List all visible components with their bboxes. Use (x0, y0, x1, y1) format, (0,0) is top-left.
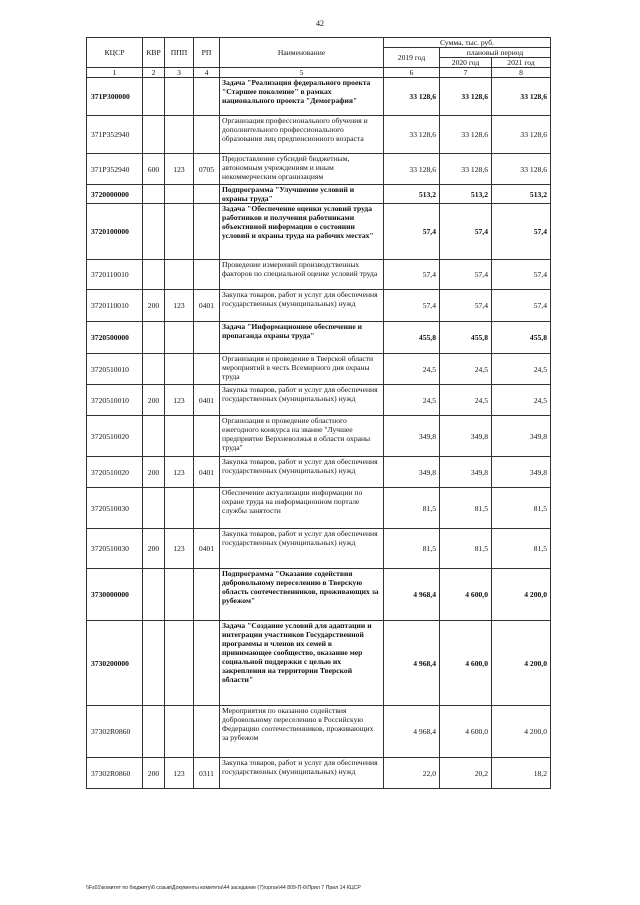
row-sum-2020: 20,2 (440, 758, 492, 789)
row-name: Организация и проведение в Тверской области мероприятий в честь Всемирного дня охраны труда (220, 354, 384, 385)
row-kcsr: 371P352940 (87, 116, 143, 154)
row-kvr (143, 569, 165, 621)
row-sum-2019: 4 968,4 (384, 569, 440, 621)
table-row (87, 529, 551, 569)
row-ppp: 123 (165, 457, 194, 488)
row-sum-2020: 4 600,0 (440, 706, 492, 758)
row-kvr: 200 (143, 457, 165, 488)
row-kcsr: 3720500000 (87, 322, 143, 354)
table-row (87, 185, 551, 204)
row-kvr (143, 322, 165, 354)
row-ppp: 123 (165, 385, 194, 416)
row-sum-2021: 57,4 (492, 290, 551, 322)
row-kvr: 200 (143, 529, 165, 569)
row-sum-2019: 349,8 (384, 457, 440, 488)
row-kvr (143, 706, 165, 758)
row-kvr (143, 204, 165, 260)
table-row (87, 758, 551, 789)
row-ppp (165, 78, 194, 116)
row-kcsr: 371P352940 (87, 154, 143, 185)
row-kvr (143, 416, 165, 457)
table-row (87, 78, 551, 116)
row-sum-2020: 33 128,6 (440, 154, 492, 185)
row-sum-2021: 4 200,0 (492, 621, 551, 706)
row-name: Задача "Обеспечение оценки условий труда работников и получения работниками объективной информации о состоянии условий и охраны труда на рабочих местах" (220, 204, 384, 260)
row-ppp (165, 204, 194, 260)
row-kcsr: 3720110010 (87, 260, 143, 290)
row-kcsr: 3720000000 (87, 185, 143, 204)
row-ppp (165, 621, 194, 706)
row-sum-2021: 24,5 (492, 354, 551, 385)
table-row (87, 457, 551, 488)
row-kvr (143, 78, 165, 116)
row-rp (194, 204, 220, 260)
row-name: Закупка товаров, работ и услуг для обеспечения государственных (муниципальных) нужд (220, 457, 384, 488)
row-sum-2020: 33 128,6 (440, 78, 492, 116)
row-sum-2020: 24,5 (440, 385, 492, 416)
row-sum-2019: 57,4 (384, 260, 440, 290)
row-sum-2021: 33 128,6 (492, 78, 551, 116)
row-kcsr: 37302R0860 (87, 758, 143, 789)
footer-file-path: \\Fs01\комитет по бюджету\6 созыв\Документы комитета\44 заседание (7)\орган\44 809-П-6\Прил 7 Прил 14 КЦСР (86, 885, 361, 891)
row-name: Закупка товаров, работ и услуг для обеспечения государственных (муниципальных) нужд (220, 529, 384, 569)
row-kvr: 200 (143, 385, 165, 416)
row-sum-2021: 4 200,0 (492, 706, 551, 758)
row-sum-2019: 24,5 (384, 354, 440, 385)
row-sum-2019: 33 128,6 (384, 116, 440, 154)
row-sum-2019: 57,4 (384, 204, 440, 260)
row-ppp (165, 569, 194, 621)
table-row (87, 706, 551, 758)
row-sum-2021: 57,4 (492, 260, 551, 290)
row-sum-2020: 349,8 (440, 457, 492, 488)
table-row (87, 204, 551, 260)
row-kvr (143, 488, 165, 529)
row-name: Закупка товаров, работ и услуг для обеспечения государственных (муниципальных) нужд (220, 290, 384, 322)
row-ppp (165, 116, 194, 154)
row-ppp: 123 (165, 154, 194, 185)
table-row (87, 322, 551, 354)
row-sum-2021: 57,4 (492, 204, 551, 260)
row-sum-2021: 4 200,0 (492, 569, 551, 621)
row-kvr: 600 (143, 154, 165, 185)
row-kcsr: 3720110010 (87, 290, 143, 322)
row-kcsr: 3730000000 (87, 569, 143, 621)
row-sum-2020: 57,4 (440, 290, 492, 322)
row-sum-2019: 57,4 (384, 290, 440, 322)
header-2021: 2021 год (492, 58, 551, 68)
page-number: 42 (316, 19, 324, 28)
row-name: Задача "Создание условий для адаптации и интеграции участников Государственной программы и членов их семей в принимающее сообщество, оказание мер социальной поддержки с целью их закрепления на территории Тверской области" (220, 621, 384, 706)
row-rp (194, 706, 220, 758)
table-row (87, 569, 551, 621)
table-row (87, 354, 551, 385)
row-sum-2019: 455,8 (384, 322, 440, 354)
header-rp: РП (194, 38, 220, 68)
column-number: 7 (440, 68, 492, 78)
row-kcsr: 3720510030 (87, 488, 143, 529)
row-ppp (165, 416, 194, 457)
column-number-row (87, 68, 551, 78)
column-number: 3 (165, 68, 194, 78)
row-rp (194, 621, 220, 706)
column-number: 6 (384, 68, 440, 78)
row-name: Закупка товаров, работ и услуг для обеспечения государственных (муниципальных) нужд (220, 385, 384, 416)
row-rp: 0311 (194, 758, 220, 789)
row-rp: 0705 (194, 154, 220, 185)
row-rp (194, 569, 220, 621)
row-kcsr: 3730200000 (87, 621, 143, 706)
row-rp (194, 78, 220, 116)
budget-table (86, 37, 551, 789)
row-rp: 0401 (194, 290, 220, 322)
row-sum-2021: 349,8 (492, 457, 551, 488)
row-sum-2020: 81,5 (440, 529, 492, 569)
row-sum-2019: 349,8 (384, 416, 440, 457)
row-sum-2021: 24,5 (492, 385, 551, 416)
row-rp (194, 185, 220, 204)
row-name: Мероприятия по оказанию содействия добровольному переселению в Российскую Федерацию соотечественников, проживающих за рубежом (220, 706, 384, 758)
row-sum-2019: 24,5 (384, 385, 440, 416)
row-kcsr: 3720510010 (87, 385, 143, 416)
row-sum-2021: 349,8 (492, 416, 551, 457)
row-sum-2019: 33 128,6 (384, 78, 440, 116)
row-sum-2020: 455,8 (440, 322, 492, 354)
row-name: Проведение измерений производственных факторов по специальной оценке условий труда (220, 260, 384, 290)
row-sum-2020: 57,4 (440, 260, 492, 290)
column-number: 2 (143, 68, 165, 78)
row-rp (194, 260, 220, 290)
row-sum-2020: 349,8 (440, 416, 492, 457)
row-kvr (143, 116, 165, 154)
row-name: Организация профессионального обучения и дополнительного профессионального образования лиц предпенсионного возраста (220, 116, 384, 154)
row-sum-2019: 513,2 (384, 185, 440, 204)
row-name: Организация и проведение областного ежегодного конкурса на звание "Лучшее предприятие Верхневолжья в области охраны труда" (220, 416, 384, 457)
header-ppp: ППП (165, 38, 194, 68)
row-kcsr: 371P300000 (87, 78, 143, 116)
table-row (87, 116, 551, 154)
row-name: Подпрограмма "Оказание содействия добровольному переселению в Тверскую область соотечественников, проживающих за рубежом" (220, 569, 384, 621)
table-row (87, 260, 551, 290)
row-sum-2021: 18,2 (492, 758, 551, 789)
row-sum-2021: 81,5 (492, 529, 551, 569)
row-kvr (143, 354, 165, 385)
row-sum-2021: 81,5 (492, 488, 551, 529)
header-planned-period: плановый период (440, 48, 551, 58)
column-number: 4 (194, 68, 220, 78)
row-sum-2020: 57,4 (440, 204, 492, 260)
row-name: Обеспечение актуализации информации по охране труда на информационном портале службы занятости (220, 488, 384, 529)
row-sum-2020: 513,2 (440, 185, 492, 204)
row-sum-2019: 81,5 (384, 529, 440, 569)
row-sum-2020: 24,5 (440, 354, 492, 385)
row-rp: 0401 (194, 529, 220, 569)
row-rp (194, 116, 220, 154)
row-ppp (165, 322, 194, 354)
header-name: Наименование (220, 38, 384, 68)
row-rp (194, 354, 220, 385)
row-sum-2021: 33 128,6 (492, 154, 551, 185)
column-number: 1 (87, 68, 143, 78)
row-kvr: 200 (143, 290, 165, 322)
row-name: Задача "Информационное обеспечение и пропаганда охраны труда" (220, 322, 384, 354)
row-rp (194, 322, 220, 354)
row-sum-2020: 33 128,6 (440, 116, 492, 154)
row-sum-2020: 81,5 (440, 488, 492, 529)
row-kcsr: 3720510010 (87, 354, 143, 385)
header-kvr: КВР (143, 38, 165, 68)
row-ppp (165, 706, 194, 758)
row-sum-2020: 4 600,0 (440, 621, 492, 706)
row-kvr (143, 621, 165, 706)
row-sum-2019: 81,5 (384, 488, 440, 529)
row-rp (194, 488, 220, 529)
row-kcsr: 37302R0860 (87, 706, 143, 758)
row-sum-2019: 22,0 (384, 758, 440, 789)
row-rp: 0401 (194, 457, 220, 488)
column-number: 8 (492, 68, 551, 78)
column-number: 5 (220, 68, 384, 78)
row-sum-2021: 455,8 (492, 322, 551, 354)
table-row (87, 154, 551, 185)
row-ppp: 123 (165, 529, 194, 569)
row-kcsr: 3720510020 (87, 457, 143, 488)
row-ppp: 123 (165, 290, 194, 322)
table-row (87, 290, 551, 322)
row-sum-2020: 4 600,0 (440, 569, 492, 621)
row-ppp: 123 (165, 758, 194, 789)
table-row (87, 488, 551, 529)
table-body (87, 38, 551, 789)
header-2019: 2019 год (384, 48, 440, 68)
row-kvr (143, 260, 165, 290)
row-name: Подпрограмма "Улучшение условий и охраны труда" (220, 185, 384, 204)
row-ppp (165, 354, 194, 385)
row-ppp (165, 260, 194, 290)
row-kcsr: 3720510020 (87, 416, 143, 457)
row-rp: 0401 (194, 385, 220, 416)
row-sum-2019: 33 128,6 (384, 154, 440, 185)
header-2020: 2020 год (440, 58, 492, 68)
header-kcsr: КЦСР (87, 38, 143, 68)
table-row (87, 416, 551, 457)
row-sum-2019: 4 968,4 (384, 621, 440, 706)
row-sum-2021: 513,2 (492, 185, 551, 204)
row-name: Предоставление субсидий бюджетным, автономным учреждениям и иным некоммерческим организациям (220, 154, 384, 185)
row-ppp (165, 185, 194, 204)
table-row (87, 621, 551, 706)
row-name: Закупка товаров, работ и услуг для обеспечения государственных (муниципальных) нужд (220, 758, 384, 789)
header-sum: Сумма, тыс. руб. (384, 38, 551, 48)
row-kcsr: 3720100000 (87, 204, 143, 260)
row-kvr (143, 185, 165, 204)
row-kvr: 200 (143, 758, 165, 789)
row-sum-2021: 33 128,6 (492, 116, 551, 154)
table-row (87, 385, 551, 416)
row-rp (194, 416, 220, 457)
row-sum-2019: 4 968,4 (384, 706, 440, 758)
row-name: Задача "Реализация федерального проекта "Старшее поколение" в рамках национального проекта "Демография" (220, 78, 384, 116)
row-ppp (165, 488, 194, 529)
row-kcsr: 3720510030 (87, 529, 143, 569)
